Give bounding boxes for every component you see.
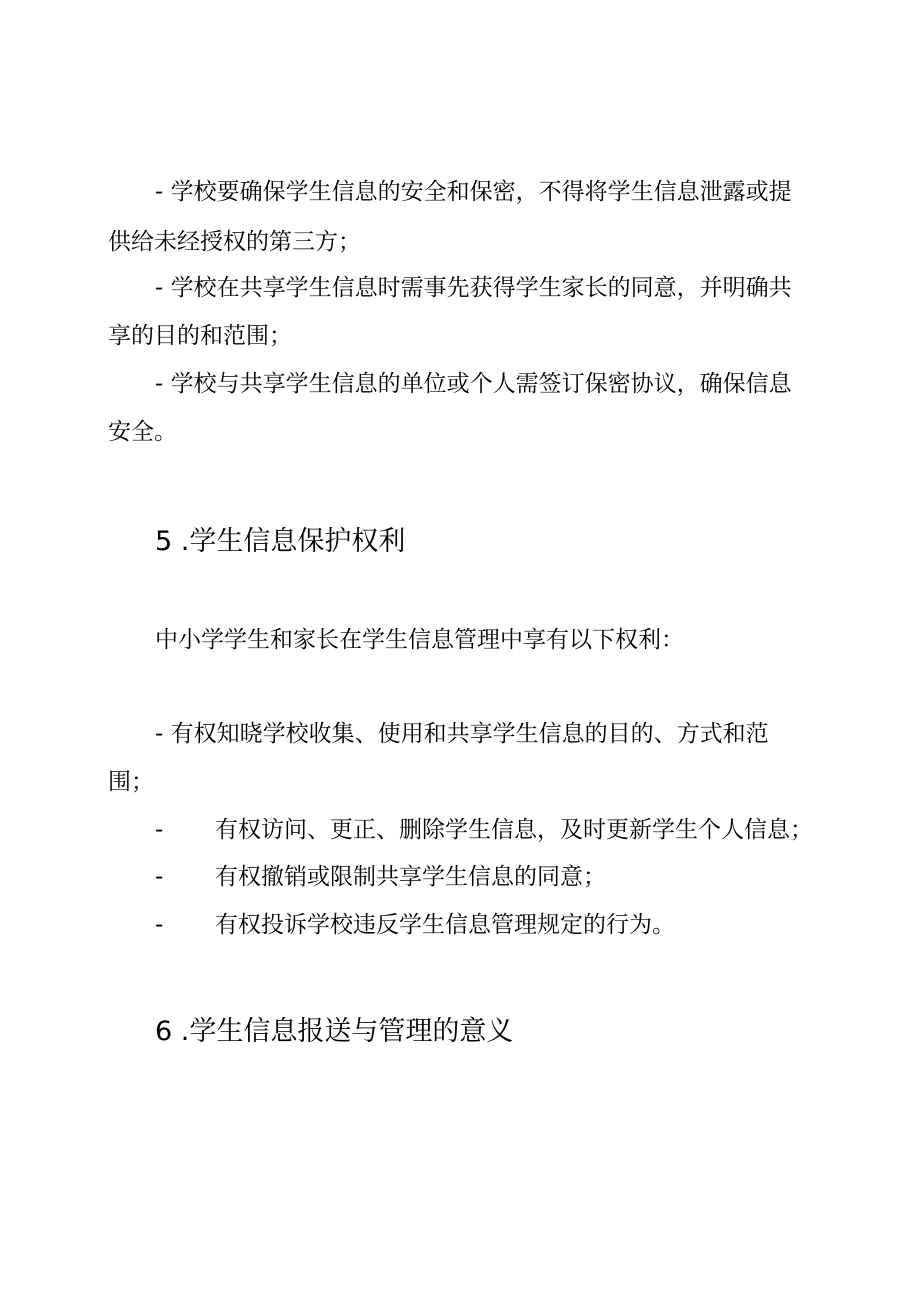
sharing-rule-3-line-2: 安全。 [108, 419, 177, 445]
right-4-text: 有权投诉学校违反学生信息管理规定的行为。 [215, 912, 675, 938]
sharing-rule-1-line-1: - 学校要确保学生信息的安全和保密，不得将学生信息泄露或提 [155, 179, 792, 205]
sharing-rule-2-line-1: - 学校在共享学生信息时需事先获得学生家长的同意，并明确共 [155, 275, 792, 301]
right-4-marker: - [155, 912, 164, 938]
sharing-rule-2-line-2: 享的目的和范围； [108, 323, 292, 349]
sharing-rule-1-line-2: 供给未经授权的第三方； [108, 229, 361, 255]
right-1-line-2: 围； [108, 769, 154, 795]
right-4 [155, 910, 675, 940]
right-3-marker: - [155, 864, 164, 890]
section-5-intro: 中小学学生和家长在学生信息管理中享有以下权利： [155, 627, 684, 653]
right-3 [155, 862, 606, 892]
right-2-marker: - [155, 817, 164, 843]
section-5-heading: 5 .学生信息保护权利 [155, 526, 406, 557]
section-6-heading: 6 .学生信息报送与管理的意义 [155, 1016, 514, 1047]
sharing-rule-3-line-1: - 学校与共享学生信息的单位或个人需签订保密协议，确保信息 [155, 371, 792, 397]
right-3-text: 有权撤销或限制共享学生信息的同意； [215, 864, 606, 890]
right-2-text: 有权访问、更正、删除学生信息，及时更新学生个人信息； [215, 817, 813, 843]
right-2 [155, 815, 813, 845]
right-1-line-1: - 有权知晓学校收集、使用和共享学生信息的目的、方式和范 [155, 721, 769, 747]
